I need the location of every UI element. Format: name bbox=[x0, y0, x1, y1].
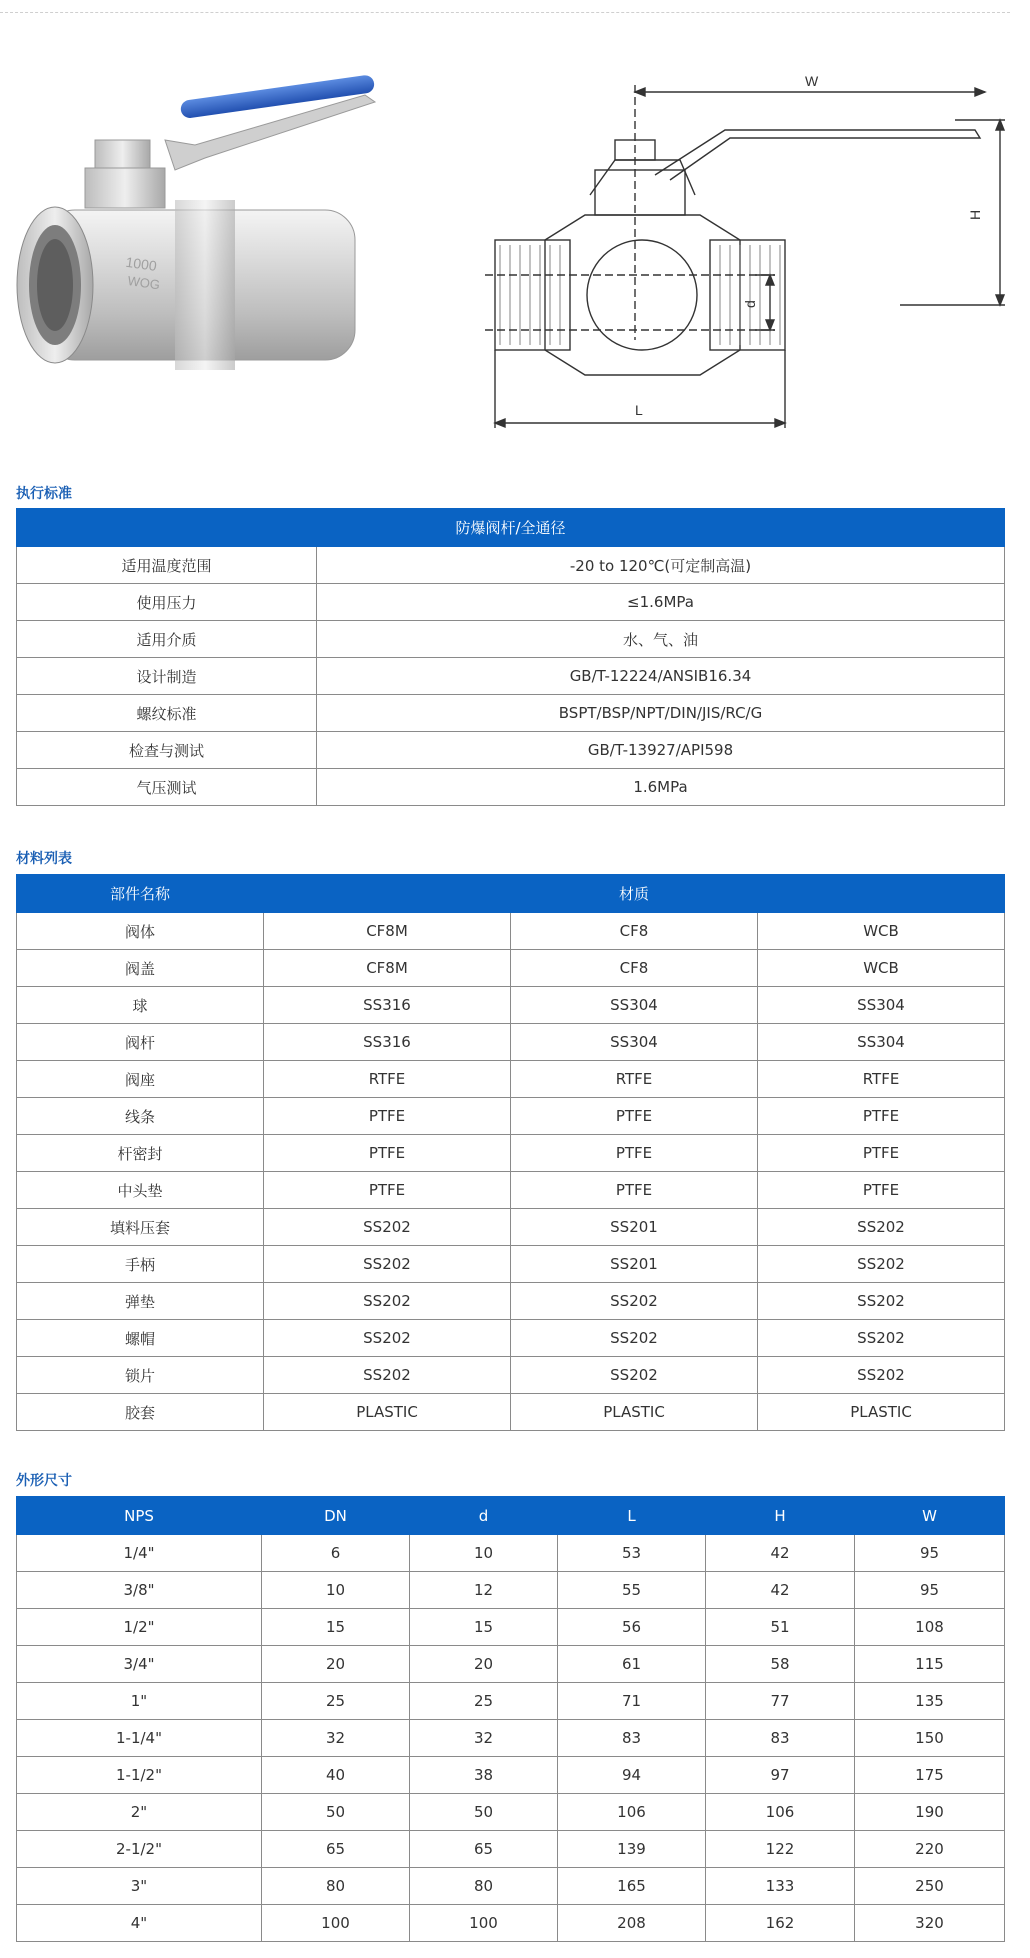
materials-cell-part: 锁片 bbox=[17, 1357, 264, 1394]
materials-cell-m2: SS202 bbox=[511, 1320, 758, 1357]
standards-header: 防爆阀杆/全通径 bbox=[17, 509, 1005, 547]
standards-cell-value: GB/T-13927/API598 bbox=[317, 732, 1005, 769]
dimensions-cell: 1" bbox=[17, 1683, 262, 1720]
standards-row bbox=[17, 732, 1005, 769]
dimensions-cell: 83 bbox=[558, 1720, 706, 1757]
materials-cell-m1: PLASTIC bbox=[264, 1394, 511, 1431]
diagram-label-w: W bbox=[805, 73, 819, 89]
materials-row bbox=[17, 1209, 1005, 1246]
dimensions-cell: 97 bbox=[706, 1757, 855, 1794]
materials-cell-m3: SS202 bbox=[758, 1209, 1005, 1246]
body-marking-2: WOG bbox=[126, 273, 161, 293]
materials-cell-part: 阀体 bbox=[17, 913, 264, 950]
diagram-label-d: d bbox=[742, 300, 758, 308]
materials-cell-m3: SS304 bbox=[758, 987, 1005, 1024]
dimensions-cell: 115 bbox=[855, 1646, 1005, 1683]
dimensions-cell: 175 bbox=[855, 1757, 1005, 1794]
materials-cell-m2: CF8 bbox=[511, 913, 758, 950]
dimensions-row bbox=[17, 1905, 1005, 1942]
materials-cell-m3: PLASTIC bbox=[758, 1394, 1005, 1431]
materials-cell-m3: SS202 bbox=[758, 1320, 1005, 1357]
dimensions-section-title: 外形尺寸 bbox=[16, 1473, 72, 1489]
dimensions-row bbox=[17, 1757, 1005, 1794]
dimensions-cell: 15 bbox=[262, 1609, 410, 1646]
dimensions-cell: 1-1/4" bbox=[17, 1720, 262, 1757]
dimensions-cell: 139 bbox=[558, 1831, 706, 1868]
dimensions-cell: 108 bbox=[855, 1609, 1005, 1646]
materials-cell-m3: PTFE bbox=[758, 1098, 1005, 1135]
materials-cell-m1: SS202 bbox=[264, 1209, 511, 1246]
dimensions-cell: 56 bbox=[558, 1609, 706, 1646]
standards-cell-value: BSPT/BSP/NPT/DIN/JIS/RC/G bbox=[317, 695, 1005, 732]
materials-header-part: 部件名称 bbox=[17, 875, 264, 913]
dimensions-cell: 3/4" bbox=[17, 1646, 262, 1683]
standards-section-title: 执行标准 bbox=[16, 486, 72, 502]
materials-cell-part: 阀座 bbox=[17, 1061, 264, 1098]
materials-cell-m1: PTFE bbox=[264, 1172, 511, 1209]
dimensions-cell: 15 bbox=[410, 1609, 558, 1646]
materials-cell-m3: SS304 bbox=[758, 1024, 1005, 1061]
standards-cell-label: 设计制造 bbox=[17, 658, 317, 695]
materials-table bbox=[16, 874, 1005, 1431]
dimensions-cell: 10 bbox=[410, 1535, 558, 1572]
standards-row bbox=[17, 584, 1005, 621]
materials-cell-m1: PTFE bbox=[264, 1135, 511, 1172]
dimensions-cell: 65 bbox=[410, 1831, 558, 1868]
materials-cell-part: 胶套 bbox=[17, 1394, 264, 1431]
standards-cell-label: 使用压力 bbox=[17, 584, 317, 621]
dimensions-row bbox=[17, 1720, 1005, 1757]
dimensions-cell: 250 bbox=[855, 1868, 1005, 1905]
dimensions-cell: 100 bbox=[262, 1905, 410, 1942]
materials-row bbox=[17, 1098, 1005, 1135]
materials-cell-m3: SS202 bbox=[758, 1246, 1005, 1283]
standards-table bbox=[16, 508, 1005, 806]
standards-cell-value: 水、气、油 bbox=[317, 621, 1005, 658]
materials-cell-m3: WCB bbox=[758, 913, 1005, 950]
dimensions-cell: 1/2" bbox=[17, 1609, 262, 1646]
materials-cell-part: 螺帽 bbox=[17, 1320, 264, 1357]
dimensions-cell: 165 bbox=[558, 1868, 706, 1905]
diagram-label-l: L bbox=[635, 402, 643, 418]
dimensions-cell: 12 bbox=[410, 1572, 558, 1609]
dimensions-cell: 42 bbox=[706, 1572, 855, 1609]
dimensions-cell: 6 bbox=[262, 1535, 410, 1572]
materials-cell-part: 线条 bbox=[17, 1098, 264, 1135]
dimensions-row bbox=[17, 1794, 1005, 1831]
materials-cell-m1: SS202 bbox=[264, 1320, 511, 1357]
dimensions-cell: 80 bbox=[410, 1868, 558, 1905]
materials-cell-part: 阀盖 bbox=[17, 950, 264, 987]
dimensions-row bbox=[17, 1535, 1005, 1572]
materials-section-title: 材料列表 bbox=[16, 851, 72, 867]
standards-cell-value: -20 to 120℃(可定制高温) bbox=[317, 547, 1005, 584]
standards-cell-label: 气压测试 bbox=[17, 769, 317, 806]
standards-cell-label: 适用介质 bbox=[17, 621, 317, 658]
standards-row bbox=[17, 769, 1005, 806]
dimensions-cell: 3" bbox=[17, 1868, 262, 1905]
body-marking-1: 1000 bbox=[124, 253, 158, 274]
materials-cell-part: 中头垫 bbox=[17, 1172, 264, 1209]
materials-cell-m3: RTFE bbox=[758, 1061, 1005, 1098]
dimensions-cell: 95 bbox=[855, 1535, 1005, 1572]
dimensions-cell: 220 bbox=[855, 1831, 1005, 1868]
materials-cell-m2: SS201 bbox=[511, 1209, 758, 1246]
dimensions-header-cell: DN bbox=[262, 1497, 410, 1535]
dimensions-cell: 61 bbox=[558, 1646, 706, 1683]
dimensions-cell: 83 bbox=[706, 1720, 855, 1757]
diagram-label-h: H bbox=[967, 209, 983, 220]
standards-cell-value: 1.6MPa bbox=[317, 769, 1005, 806]
dimensions-cell: 94 bbox=[558, 1757, 706, 1794]
valve-product-photo bbox=[15, 50, 475, 420]
dimensions-cell: 320 bbox=[855, 1905, 1005, 1942]
standards-row bbox=[17, 695, 1005, 732]
materials-cell-m2: CF8 bbox=[511, 950, 758, 987]
materials-row bbox=[17, 1172, 1005, 1209]
dimensions-row bbox=[17, 1831, 1005, 1868]
standards-cell-label: 检查与测试 bbox=[17, 732, 317, 769]
dimensions-cell: 32 bbox=[262, 1720, 410, 1757]
dimensions-cell: 53 bbox=[558, 1535, 706, 1572]
dimensions-cell: 122 bbox=[706, 1831, 855, 1868]
materials-row bbox=[17, 950, 1005, 987]
standards-cell-label: 适用温度范围 bbox=[17, 547, 317, 584]
dimensions-cell: 100 bbox=[410, 1905, 558, 1942]
dimensions-cell: 65 bbox=[262, 1831, 410, 1868]
dimensions-cell: 32 bbox=[410, 1720, 558, 1757]
materials-row bbox=[17, 1320, 1005, 1357]
materials-cell-part: 填料压套 bbox=[17, 1209, 264, 1246]
dimensions-cell: 40 bbox=[262, 1757, 410, 1794]
dimensions-header-cell: d bbox=[410, 1497, 558, 1535]
standards-cell-value: ≤1.6MPa bbox=[317, 584, 1005, 621]
dimensions-cell: 133 bbox=[706, 1868, 855, 1905]
dimensions-cell: 42 bbox=[706, 1535, 855, 1572]
materials-cell-m3: PTFE bbox=[758, 1135, 1005, 1172]
dimensions-header-cell: NPS bbox=[17, 1497, 262, 1535]
dimensions-cell: 58 bbox=[706, 1646, 855, 1683]
materials-cell-m2: PTFE bbox=[511, 1098, 758, 1135]
materials-row bbox=[17, 1135, 1005, 1172]
dimensions-header-cell: W bbox=[855, 1497, 1005, 1535]
dimensions-cell: 4" bbox=[17, 1905, 262, 1942]
dimensions-cell: 1-1/2" bbox=[17, 1757, 262, 1794]
materials-cell-m2: RTFE bbox=[511, 1061, 758, 1098]
materials-cell-m3: SS202 bbox=[758, 1357, 1005, 1394]
materials-cell-m1: SS202 bbox=[264, 1283, 511, 1320]
dimensions-cell: 77 bbox=[706, 1683, 855, 1720]
materials-cell-m1: CF8M bbox=[264, 950, 511, 987]
materials-cell-m2: SS202 bbox=[511, 1283, 758, 1320]
materials-cell-m2: SS201 bbox=[511, 1246, 758, 1283]
dimensions-cell: 2-1/2" bbox=[17, 1831, 262, 1868]
materials-row bbox=[17, 1024, 1005, 1061]
materials-cell-part: 球 bbox=[17, 987, 264, 1024]
materials-cell-part: 弹垫 bbox=[17, 1283, 264, 1320]
standards-row bbox=[17, 658, 1005, 695]
dimensions-cell: 25 bbox=[410, 1683, 558, 1720]
materials-row bbox=[17, 987, 1005, 1024]
dimensions-header-cell: L bbox=[558, 1497, 706, 1535]
dimensions-table bbox=[16, 1496, 1005, 1942]
dimensions-cell: 20 bbox=[262, 1646, 410, 1683]
dimensions-cell: 106 bbox=[558, 1794, 706, 1831]
materials-cell-m1: PTFE bbox=[264, 1098, 511, 1135]
dimensions-row bbox=[17, 1572, 1005, 1609]
dimensions-cell: 135 bbox=[855, 1683, 1005, 1720]
materials-cell-part: 阀杆 bbox=[17, 1024, 264, 1061]
dimensions-cell: 80 bbox=[262, 1868, 410, 1905]
dimensions-cell: 50 bbox=[262, 1794, 410, 1831]
valve-dimension-diagram bbox=[485, 40, 1005, 460]
dimensions-cell: 10 bbox=[262, 1572, 410, 1609]
materials-cell-m2: SS202 bbox=[511, 1357, 758, 1394]
dimensions-cell: 150 bbox=[855, 1720, 1005, 1757]
materials-cell-m1: CF8M bbox=[264, 913, 511, 950]
dimensions-cell: 3/8" bbox=[17, 1572, 262, 1609]
materials-row bbox=[17, 913, 1005, 950]
dimensions-cell: 208 bbox=[558, 1905, 706, 1942]
materials-cell-m2: SS304 bbox=[511, 987, 758, 1024]
materials-row bbox=[17, 1283, 1005, 1320]
standards-row bbox=[17, 547, 1005, 584]
materials-cell-m1: SS316 bbox=[264, 987, 511, 1024]
dimensions-header-row bbox=[17, 1497, 1005, 1535]
materials-cell-m3: SS202 bbox=[758, 1283, 1005, 1320]
materials-cell-m1: SS316 bbox=[264, 1024, 511, 1061]
materials-cell-m2: SS304 bbox=[511, 1024, 758, 1061]
materials-cell-m1: RTFE bbox=[264, 1061, 511, 1098]
standards-row bbox=[17, 621, 1005, 658]
dimensions-cell: 51 bbox=[706, 1609, 855, 1646]
materials-header-material: 材质 bbox=[264, 875, 1005, 913]
dimensions-cell: 162 bbox=[706, 1905, 855, 1942]
materials-cell-m2: PTFE bbox=[511, 1172, 758, 1209]
dimensions-cell: 106 bbox=[706, 1794, 855, 1831]
standards-cell-value: GB/T-12224/ANSIB16.34 bbox=[317, 658, 1005, 695]
dimensions-cell: 50 bbox=[410, 1794, 558, 1831]
materials-cell-m3: WCB bbox=[758, 950, 1005, 987]
materials-row bbox=[17, 1357, 1005, 1394]
materials-cell-part: 手柄 bbox=[17, 1246, 264, 1283]
materials-row bbox=[17, 1394, 1005, 1431]
materials-cell-part: 杆密封 bbox=[17, 1135, 264, 1172]
dimensions-row bbox=[17, 1646, 1005, 1683]
dimensions-cell: 190 bbox=[855, 1794, 1005, 1831]
standards-header-row bbox=[17, 509, 1005, 547]
materials-cell-m2: PLASTIC bbox=[511, 1394, 758, 1431]
dimensions-cell: 95 bbox=[855, 1572, 1005, 1609]
top-divider bbox=[0, 12, 1010, 13]
materials-header-row bbox=[17, 875, 1005, 913]
materials-row bbox=[17, 1246, 1005, 1283]
dimensions-cell: 2" bbox=[17, 1794, 262, 1831]
dimensions-row bbox=[17, 1868, 1005, 1905]
materials-cell-m3: PTFE bbox=[758, 1172, 1005, 1209]
dimensions-row bbox=[17, 1609, 1005, 1646]
materials-cell-m1: SS202 bbox=[264, 1357, 511, 1394]
dimensions-cell: 38 bbox=[410, 1757, 558, 1794]
dimensions-cell: 25 bbox=[262, 1683, 410, 1720]
dimensions-cell: 71 bbox=[558, 1683, 706, 1720]
dimensions-row bbox=[17, 1683, 1005, 1720]
standards-cell-label: 螺纹标准 bbox=[17, 695, 317, 732]
dimensions-cell: 55 bbox=[558, 1572, 706, 1609]
dimensions-cell: 1/4" bbox=[17, 1535, 262, 1572]
materials-cell-m1: SS202 bbox=[264, 1246, 511, 1283]
materials-cell-m2: PTFE bbox=[511, 1135, 758, 1172]
dimensions-header-cell: H bbox=[706, 1497, 855, 1535]
dimensions-cell: 20 bbox=[410, 1646, 558, 1683]
materials-row bbox=[17, 1061, 1005, 1098]
